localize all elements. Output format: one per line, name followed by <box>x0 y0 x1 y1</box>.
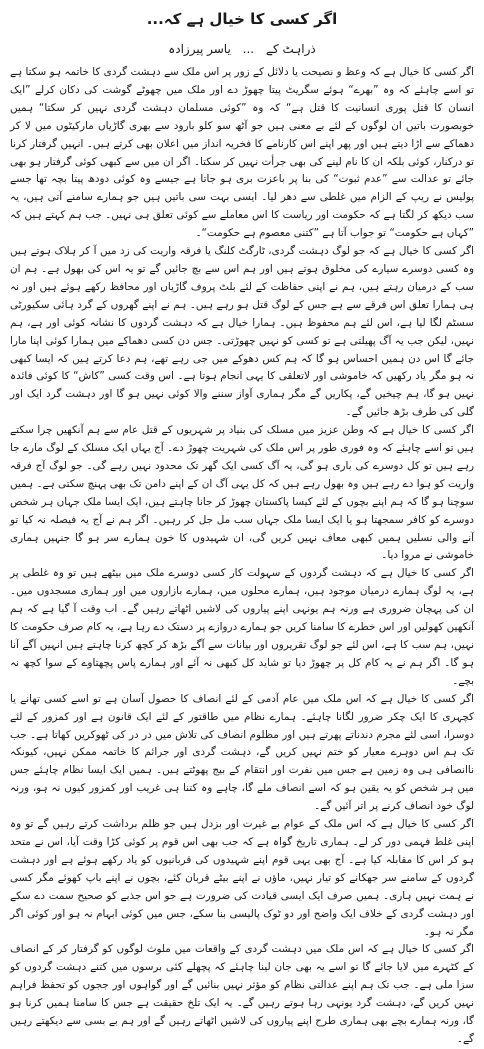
article-paragraph: اگر کسی کا خیال ہے کہ وعظ و نصیحت یا دلائل کے زور پر اس ملک سے دہشت گردی کا خاتمہ ہو سکتا ہے تو اسے چاہئے کہ وہ ”بھرے“ ہوئے سگریٹ پیتا چھوڑ دے اور ملک میں چھوٹے گوشت کی دکان کرلے ”ایک انسان کا قتل پوری انسانیت کا قتل ہے“ کہ وہ ”کوئی مسلمان دہشت گردی نہیں کر سکتا“ ہمیں خوبصورت باتیں ان لوگوں کے لئے بے معنی ہیں جو آٹھ سو کلو بارود سے بھری گاڑیاں مارکیٹوں میں لا کر دھماکے سے اڑا دیتے ہیں اور پھر اپنے اس کارنامے کا فخریہ انداز میں اعلان بھی کرتے ہیں۔ انہیں گرفتار کرنا تو درکنار، کوئی بلکہ ان کا نام لینے کی بھی جرأت نہیں کر سکتا۔ اگر ان میں سے کبھی کوئی گرفتار ہو بھی جائے تو عدالت سے ”عدم ثبوت“ کی بنا پر باعزت بری ہو جاتا ہے جیسے وہ کوئی دودھ پیتا بچہ تھا جسے پولیس نے ریپ کے الزام میں غلطی سے دھر لیا۔ ایسی بہت سی باتیں ہیں جو ہمارے سامنے آتی ہیں، یہ سب دیکھ کر لگتا ہے کہ حکومت اور ریاست کا اس معاملے سے کوئی تعلق ہی نہیں۔ جب ہم کہتے ہیں کہ ”کہاں ہے حکومت“ تو جواب آتا ہے ”کتنی معصوم ہے حکومت“۔ <box>10 66 474 240</box>
article-paragraph: اگر کسی کا خیال ہے کہ جو لوگ دہشت گردی، ٹارگٹ کلنگ یا فرقہ واریت کی زد میں آ کر ہلاک ہوتے ہیں وہ کسی دوسرے سیارے کی مخلوق ہوتے ہیں اور ہم اس سے بچ جائیں گے تو یہ اس کی بھول ہے۔ ہم ان سب کے درمیان رہتے ہیں، ہم نے اپنی حفاظت کے لئے بلٹ پروف گاڑیاں اور محافظ رکھے ہوئے ہیں اور نہ ہی ہمارا تعلق اس فرقے سے ہے جس کے لوگ قتل ہو رہے ہیں۔ ہم نے اپنے گھروں کے گرد ہائی سکیورٹی سسٹم لگا لیا ہے، اس لئے ہم محفوظ ہیں۔ ہمارا خیال ہے کہ دہشت گردوں کا نشانہ کوئی اور ہے، ہم نہیں، لیکن جب یہ آگ پھیلتی ہے تو کسی کو نہیں چھوڑتی۔ جس دن کسی دھماکے میں ہمارا کوئی اپنا مارا جائے گا اس دن ہمیں احساس ہو گا کہ ہم کس دھوکے میں جی رہے تھے، ہم دعا کرتے ہیں کہ ایسا کبھی نہ ہو مگر یاد رکھیں کہ خاموشی اور لاتعلقی کا یہی انجام ہوتا ہے۔ اس وقت کسی ”کاش“ کا کوئی فائدہ نہیں ہو گا، ہم چیخیں گے، پکاریں گے مگر ہماری آواز سننے والا کوئی نہیں ہو گا اور دہشت گرد ایک اور گلی کی طرف بڑھ جائیں گے۔ <box>10 245 474 419</box>
article-paragraph: اگر کسی کا خیال ہے کہ اس ملک میں عام آدمی کے لئے انصاف کا حصول آسان ہے تو اسے کسی تھانے یا کچہری کا ایک چکر ضرور لگانا چاہئے۔ ہمارے نظام میں طاقتور کے لئے ایک قانون ہے اور کمزور کے لئے دوسرا، اسی لئے مجرم دندناتے پھرتے ہیں اور مظلوم انصاف کی تلاش میں در در کی ٹھوکریں کھاتا ہے۔ جب تک ہم اس دوہرے معیار کو ختم نہیں کریں گے، دہشت گردی اور جرائم کا خاتمہ ممکن نہیں، کیونکہ ناانصافی ہی وہ زمین ہے جس میں نفرت اور انتقام کے بیج پھوٹتے ہیں۔ ہمیں ایک ایسا نظام چاہئے جس میں ہر شخص کو یہ یقین ہو کہ اسے انصاف ملے گا، چاہے وہ کتنا ہی غریب اور کمزور کیوں نہ ہو، ورنہ لوگ خود انصاف کرنے پر اتر آئیں گے۔ <box>10 692 474 813</box>
author-name: یاسر پیرزادہ <box>168 42 231 56</box>
byline-separator: ... <box>242 42 255 56</box>
article-headline: اگر کسی کا خیال ہے کہ... <box>146 10 338 28</box>
article-byline <box>10 40 474 58</box>
column-name: ذراہٹ کے <box>265 42 316 56</box>
article-paragraph: اگر کسی کا خیال ہے کہ اس ملک کے عوام بے غیرت اور بزدل ہیں جو ظلم برداشت کرتے رہیں گے تو وہ اپنی غلط فہمی دور کر لے۔ ہماری تاریخ گواہ ہے کہ جب بھی اس قوم پر کوئی کڑا وقت آیا، اس نے متحد ہو کر اس کا مقابلہ کیا ہے۔ آج بھی یہی قوم اپنے شہیدوں کی قربانیوں کو یاد رکھے ہوئے ہے اور دہشت گردوں کے سامنے سر جھکانے کو تیار نہیں، ماؤں نے اپنے بیٹے قربان کئے، بچوں نے اپنے باپ کھوئے مگر کسی نے ہمت نہیں ہاری۔ ہمیں صرف ایک ایسی قیادت کی ضرورت ہے جو اس جذبے کو صحیح سمت دے سکے اور دہشت گردی کے خلاف ایک واضح اور دو ٹوک پالیسی بنا سکے، جس میں کوئی ابہام نہ ہو اور کوئی اگر مگر نہ ہو۔ <box>10 818 474 938</box>
article-paragraph: اگر کسی کا خیال ہے کہ دہشت گردوں کے سہولت کار کسی دوسرے ملک میں بیٹھے ہیں تو وہ غلطی پر ہے، یہ لوگ ہمارے درمیان موجود ہیں، ہمارے محلوں میں، ہمارے بازاروں میں اور ہماری مسجدوں میں۔ ان کی پہچان ضروری ہے ورنہ ہم یونہی اپنے پیاروں کی لاشیں اٹھاتے رہیں گے۔ اب وقت آ گیا ہے کہ ہم آنکھیں کھولیں اور اس خطرے کا سامنا کریں جو ہمارے دروازے پر دستک دے رہا ہے، یہ کام صرف حکومت کا نہیں، ہم سب کا ہے، اس لئے جو لوگ تقریروں اور بیانات سے آگے بڑھ کر کچھ کرنا چاہتے ہیں انہیں آگے آنا ہو گا۔ اگر ہم نے یہ کام کل پر چھوڑ دیا تو شاید کل کبھی نہ آئے اور ہمارے پاس پچھتاوے کے سوا کچھ نہ بچے۔ <box>10 567 474 687</box>
article-paragraph: اگر کسی کا خیال ہے کہ اس ملک میں دہشت گردی کے واقعات میں ملوث لوگوں کو گرفتار کر کے انصاف کے کٹہرے میں لایا جائے گا تو اسے یہ بھی جان لینا چاہئے کہ پچھلے کئی برسوں میں کتنے دہشت گردوں کو سزا ملی ہے۔ جب تک ہم اپنے عدالتی نظام کو مؤثر نہیں بنائیں گے اور گواہوں اور ججوں کو تحفظ فراہم نہیں کریں گے، دہشت گرد یونہی رہا ہوتے رہیں گے۔ یہ ایک تلخ حقیقت ہے جس کا سامنا ہمیں کرنا ہو گا، ورنہ ہمارے بچے بھی ہماری طرح اپنے پیاروں کی لاشیں اٹھاتے رہیں گے اور ہم بے بسی سے دیکھتے رہیں گے۔ <box>10 943 474 1045</box>
article-paragraph: اگر کسی کا خیال ہے کہ وطن عزیز میں مسلک کی بنیاد پر شہریوں کے قتل عام سے ہم آنکھیں چرا سکتے ہیں تو اسے چاہئے کہ وہ فوری طور پر اس ملک کی شہریت چھوڑ دے۔ آج یہاں ایک مسلک کے لوگ مارے جا رہے ہیں تو کل دوسرے کی باری ہو گی، یہ آگ کسی ایک گھر تک محدود نہیں رہے گی۔ جو لوگ آج فرقہ واریت کو ہوا دے رہے ہیں وہ بھول رہے ہیں کہ کل یہی آگ ان کے اپنے دامن تک بھی پہنچ سکتی ہے۔ ہمیں سوچنا ہو گا کہ ہم اپنے بچوں کے لئے کیسا پاکستان چھوڑ کر جانا چاہتے ہیں، ایک ایسا ملک جہاں ہر شخص دوسرے کو کافر سمجھتا ہو یا ایک ایسا ملک جہاں سب مل جل کر رہیں۔ اگر ہم نے آج یہ فیصلہ نہ کیا تو آنے والی نسلیں ہمیں کبھی معاف نہیں کریں گی، ان شہیدوں کا خون ہمارے سر ہو گا جنہیں ہماری خاموشی نے مروا دیا۔ <box>10 424 474 562</box>
